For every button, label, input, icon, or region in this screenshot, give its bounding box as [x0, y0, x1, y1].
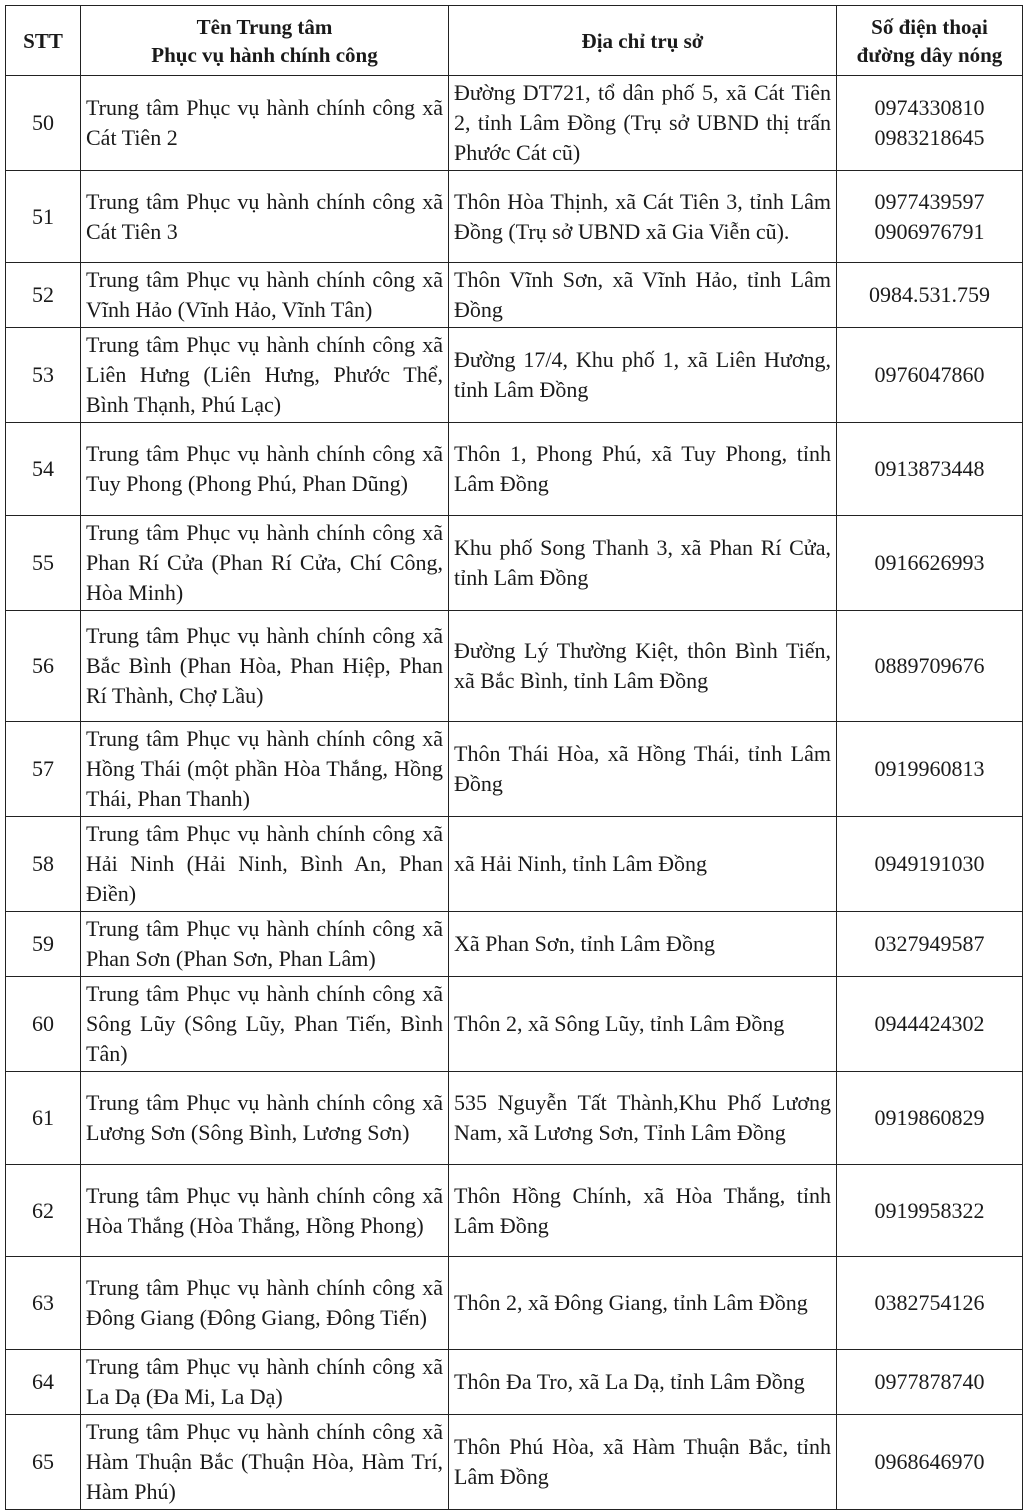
row-center-name: Trung tâm Phục vụ hành chính công xã La Dạ (Đa Mi, La Dạ) [81, 1350, 449, 1415]
table-row [6, 516, 1023, 611]
table-row [6, 423, 1023, 516]
document-page [5, 5, 1022, 1510]
row-phone: 0919958322 [837, 1165, 1023, 1257]
table-row [6, 328, 1023, 423]
row-phone: 0889709676 [837, 611, 1023, 722]
row-center-name: Trung tâm Phục vụ hành chính công xã Hòa Thắng (Hòa Thắng, Hồng Phong) [81, 1165, 449, 1257]
table-row [6, 171, 1023, 263]
table-row [6, 722, 1023, 817]
row-stt: 59 [6, 912, 81, 977]
row-address: Thôn Thái Hòa, xã Hồng Thái, tỉnh Lâm Đồng [449, 722, 837, 817]
header-address: Địa chỉ trụ sở [449, 6, 837, 76]
table-row [6, 1072, 1023, 1165]
row-stt: 50 [6, 76, 81, 171]
row-stt: 54 [6, 423, 81, 516]
table-row [6, 817, 1023, 912]
row-phone: 0984.531.759 [837, 263, 1023, 328]
row-address: Thôn 2, xã Sông Lũy, tỉnh Lâm Đồng [449, 977, 837, 1072]
header-center-name-line1: Tên Trung tâm [196, 14, 333, 39]
table-row [6, 611, 1023, 722]
row-address: Đường Lý Thường Kiệt, thôn Bình Tiến, xã Bắc Bình, tỉnh Lâm Đồng [449, 611, 837, 722]
table-body [6, 76, 1023, 1510]
table-row [6, 1350, 1023, 1415]
row-phone: 0974330810 0983218645 [837, 76, 1023, 171]
table-row [6, 1165, 1023, 1257]
header-phone-line1: Số điện thoại [871, 14, 988, 39]
row-center-name: Trung tâm Phục vụ hành chính công xã Hồng Thái (một phần Hòa Thắng, Hồng Thái, Phan Thanh) [81, 722, 449, 817]
row-stt: 64 [6, 1350, 81, 1415]
table-row [6, 977, 1023, 1072]
row-address: Thôn Đa Tro, xã La Dạ, tỉnh Lâm Đồng [449, 1350, 837, 1415]
header-phone-line2: đường dây nóng [856, 42, 1003, 67]
row-address: Thôn 1, Phong Phú, xã Tuy Phong, tỉnh Lâm Đồng [449, 423, 837, 516]
row-stt: 62 [6, 1165, 81, 1257]
table-row [6, 1415, 1023, 1510]
row-phone: 0949191030 [837, 817, 1023, 912]
table-row [6, 912, 1023, 977]
row-stt: 57 [6, 722, 81, 817]
row-stt: 56 [6, 611, 81, 722]
row-stt: 55 [6, 516, 81, 611]
row-center-name: Trung tâm Phục vụ hành chính công xã Liên Hưng (Liên Hưng, Phước Thể, Bình Thạnh, Phú Lạc) [81, 328, 449, 423]
row-center-name: Trung tâm Phục vụ hành chính công xã Lương Sơn (Sông Bình, Lương Sơn) [81, 1072, 449, 1165]
row-center-name: Trung tâm Phục vụ hành chính công xã Cát Tiên 2 [81, 76, 449, 171]
row-stt: 58 [6, 817, 81, 912]
row-phone: 0977439597 0906976791 [837, 171, 1023, 263]
row-phone: 0976047860 [837, 328, 1023, 423]
row-address: Thôn Hồng Chính, xã Hòa Thắng, tỉnh Lâm Đồng [449, 1165, 837, 1257]
row-stt: 61 [6, 1072, 81, 1165]
row-phone: 0327949587 [837, 912, 1023, 977]
row-center-name: Trung tâm Phục vụ hành chính công xã Sông Lũy (Sông Lũy, Phan Tiến, Bình Tân) [81, 977, 449, 1072]
header-center-name [81, 6, 449, 76]
row-center-name: Trung tâm Phục vụ hành chính công xã Cát Tiên 3 [81, 171, 449, 263]
row-phone: 0916626993 [837, 516, 1023, 611]
row-phone: 0382754126 [837, 1257, 1023, 1350]
row-address: Đường 17/4, Khu phố 1, xã Liên Hương, tỉnh Lâm Đồng [449, 328, 837, 423]
row-stt: 53 [6, 328, 81, 423]
row-address: Đường DT721, tổ dân phố 5, xã Cát Tiên 2, tỉnh Lâm Đồng (Trụ sở UBND thị trấn Phước Cát cũ) [449, 76, 837, 171]
row-stt: 60 [6, 977, 81, 1072]
row-center-name: Trung tâm Phục vụ hành chính công xã Phan Sơn (Phan Sơn, Phan Lâm) [81, 912, 449, 977]
row-phone: 0977878740 [837, 1350, 1023, 1415]
row-address: Thôn Vĩnh Sơn, xã Vĩnh Hảo, tỉnh Lâm Đồng [449, 263, 837, 328]
row-center-name: Trung tâm Phục vụ hành chính công xã Phan Rí Cửa (Phan Rí Cửa, Chí Công, Hòa Minh) [81, 516, 449, 611]
header-stt: STT [6, 6, 81, 76]
row-stt: 51 [6, 171, 81, 263]
table-header-row [6, 6, 1023, 76]
row-center-name: Trung tâm Phục vụ hành chính công xã Bắc Bình (Phan Hòa, Phan Hiệp, Phan Rí Thành, Chợ Lầu) [81, 611, 449, 722]
row-center-name: Trung tâm Phục vụ hành chính công xã Tuy Phong (Phong Phú, Phan Dũng) [81, 423, 449, 516]
row-address: Thôn Phú Hòa, xã Hàm Thuận Bắc, tỉnh Lâm Đồng [449, 1415, 837, 1510]
row-phone: 0913873448 [837, 423, 1023, 516]
row-phone: 0919960813 [837, 722, 1023, 817]
table-row [6, 263, 1023, 328]
row-address: xã Hải Ninh, tỉnh Lâm Đồng [449, 817, 837, 912]
header-phone [837, 6, 1023, 76]
row-address: Xã Phan Sơn, tỉnh Lâm Đồng [449, 912, 837, 977]
row-phone: 0919860829 [837, 1072, 1023, 1165]
row-phone: 0968646970 [837, 1415, 1023, 1510]
table-row [6, 1257, 1023, 1350]
header-center-name-line2: Phục vụ hành chính công [151, 42, 378, 67]
row-center-name: Trung tâm Phục vụ hành chính công xã Đông Giang (Đông Giang, Đông Tiến) [81, 1257, 449, 1350]
row-address: Khu phố Song Thanh 3, xã Phan Rí Cửa, tỉnh Lâm Đồng [449, 516, 837, 611]
row-address: 535 Nguyễn Tất Thành,Khu Phố Lương Nam, xã Lương Sơn, Tỉnh Lâm Đồng [449, 1072, 837, 1165]
row-stt: 65 [6, 1415, 81, 1510]
row-center-name: Trung tâm Phục vụ hành chính công xã Hải Ninh (Hải Ninh, Bình An, Phan Điền) [81, 817, 449, 912]
table-row [6, 76, 1023, 171]
row-address: Thôn 2, xã Đông Giang, tỉnh Lâm Đồng [449, 1257, 837, 1350]
row-center-name: Trung tâm Phục vụ hành chính công xã Hàm Thuận Bắc (Thuận Hòa, Hàm Trí, Hàm Phú) [81, 1415, 449, 1510]
row-phone: 0944424302 [837, 977, 1023, 1072]
row-address: Thôn Hòa Thịnh, xã Cát Tiên 3, tỉnh Lâm Đồng (Trụ sở UBND xã Gia Viễn cũ). [449, 171, 837, 263]
row-stt: 63 [6, 1257, 81, 1350]
row-stt: 52 [6, 263, 81, 328]
service-centers-table [5, 5, 1023, 1510]
row-center-name: Trung tâm Phục vụ hành chính công xã Vĩnh Hảo (Vĩnh Hảo, Vĩnh Tân) [81, 263, 449, 328]
